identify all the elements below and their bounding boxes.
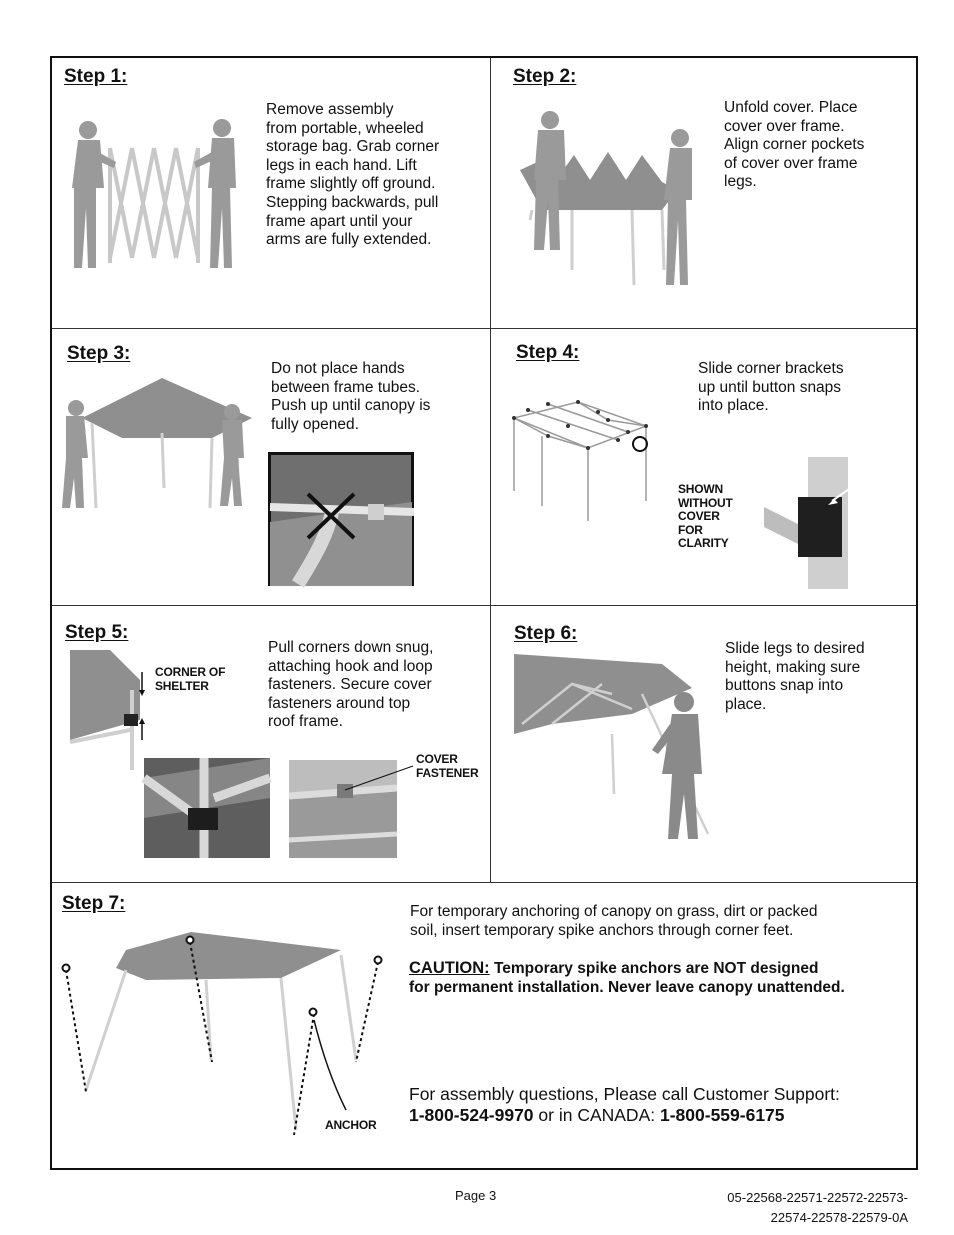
support-text: For assembly questions, Please call Customer Support: <box>409 1084 840 1104</box>
step-5-corner-illustration <box>70 650 148 770</box>
step-4-title: Step 4: <box>516 342 580 363</box>
grid-divider-row3 <box>52 882 916 883</box>
step-7-title: Step 7: <box>62 893 126 914</box>
step-6-title: Step 6: <box>514 623 578 644</box>
step-7-anchor-label: ANCHOR <box>325 1118 377 1132</box>
step-2-illustration <box>512 100 712 290</box>
step-3-illustration <box>62 378 262 518</box>
step-6-text: Slide legs to desired height, making sure buttons snap into place. <box>725 640 865 713</box>
step-2-text: Unfold cover. Place cover over frame. Align corner pockets of cover over frame legs. <box>724 99 865 191</box>
grid-divider-row1 <box>52 328 916 329</box>
step-4-clarity-label: SHOWN WITHOUT COVER FOR CLARITY <box>678 482 733 550</box>
caution-text-line1: Temporary spike anchors are NOT designed <box>489 960 819 977</box>
step-4-text: Slide corner brackets up until button snaps into place. <box>698 360 844 415</box>
step-7-text: For temporary anchoring of canopy on grass, dirt or packed soil, insert temporary spike anchors through corner feet. <box>410 903 818 939</box>
step-5-corner-label: CORNER OF SHELTER <box>155 665 226 693</box>
canada-prefix: or in CANADA: <box>533 1105 660 1125</box>
us-phone-number: 1-800-524-9970 <box>409 1105 534 1125</box>
step-5-hook-detail <box>144 758 270 858</box>
step-2-title: Step 2: <box>513 66 577 87</box>
grid-divider-row2 <box>52 605 916 606</box>
caution-heading-line <box>409 958 818 979</box>
step-1-title: Step 1: <box>64 66 128 87</box>
step-1-text: Remove assembly from portable, wheeled storage bag. Grab corner legs in each hand. Lift frame slightly off ground. Stepping backwards, pull frame apart until your arms are fully extended. <box>266 101 440 249</box>
step-3-title: Step 3: <box>67 343 131 364</box>
step-5-text: Pull corners down snug, attaching hook and loop fasteners. Secure cover fasteners around top roof frame. <box>268 639 434 731</box>
step-5-fastener-label: COVER FASTENER <box>416 752 479 780</box>
step-5-fastener-detail <box>289 760 397 858</box>
step-3-text: Do not place hands between frame tubes. Push up until canopy is fully opened. <box>271 360 431 433</box>
step-5-title: Step 5: <box>65 622 129 643</box>
step-4-bracket-detail <box>764 457 850 589</box>
page-number: Page 3 <box>455 1188 497 1203</box>
step-3-detail-no-hands-icon <box>268 452 414 586</box>
support-phones <box>409 1104 785 1126</box>
grid-divider-vertical <box>490 58 491 882</box>
step-4-frame-illustration <box>508 396 658 526</box>
step-6-illustration <box>512 654 732 844</box>
caution-text-line2: for permanent installation. Never leave canopy unattended. <box>409 979 845 996</box>
step-1-illustration <box>62 108 252 278</box>
canada-phone-number: 1-800-559-6175 <box>659 1105 785 1125</box>
caution-label: CAUTION: <box>409 959 490 977</box>
step-7-anchor-illustration <box>56 930 396 1145</box>
document-code: 05-22568-22571-22572-22573- 22574-22578-22579-0A <box>727 1190 908 1225</box>
